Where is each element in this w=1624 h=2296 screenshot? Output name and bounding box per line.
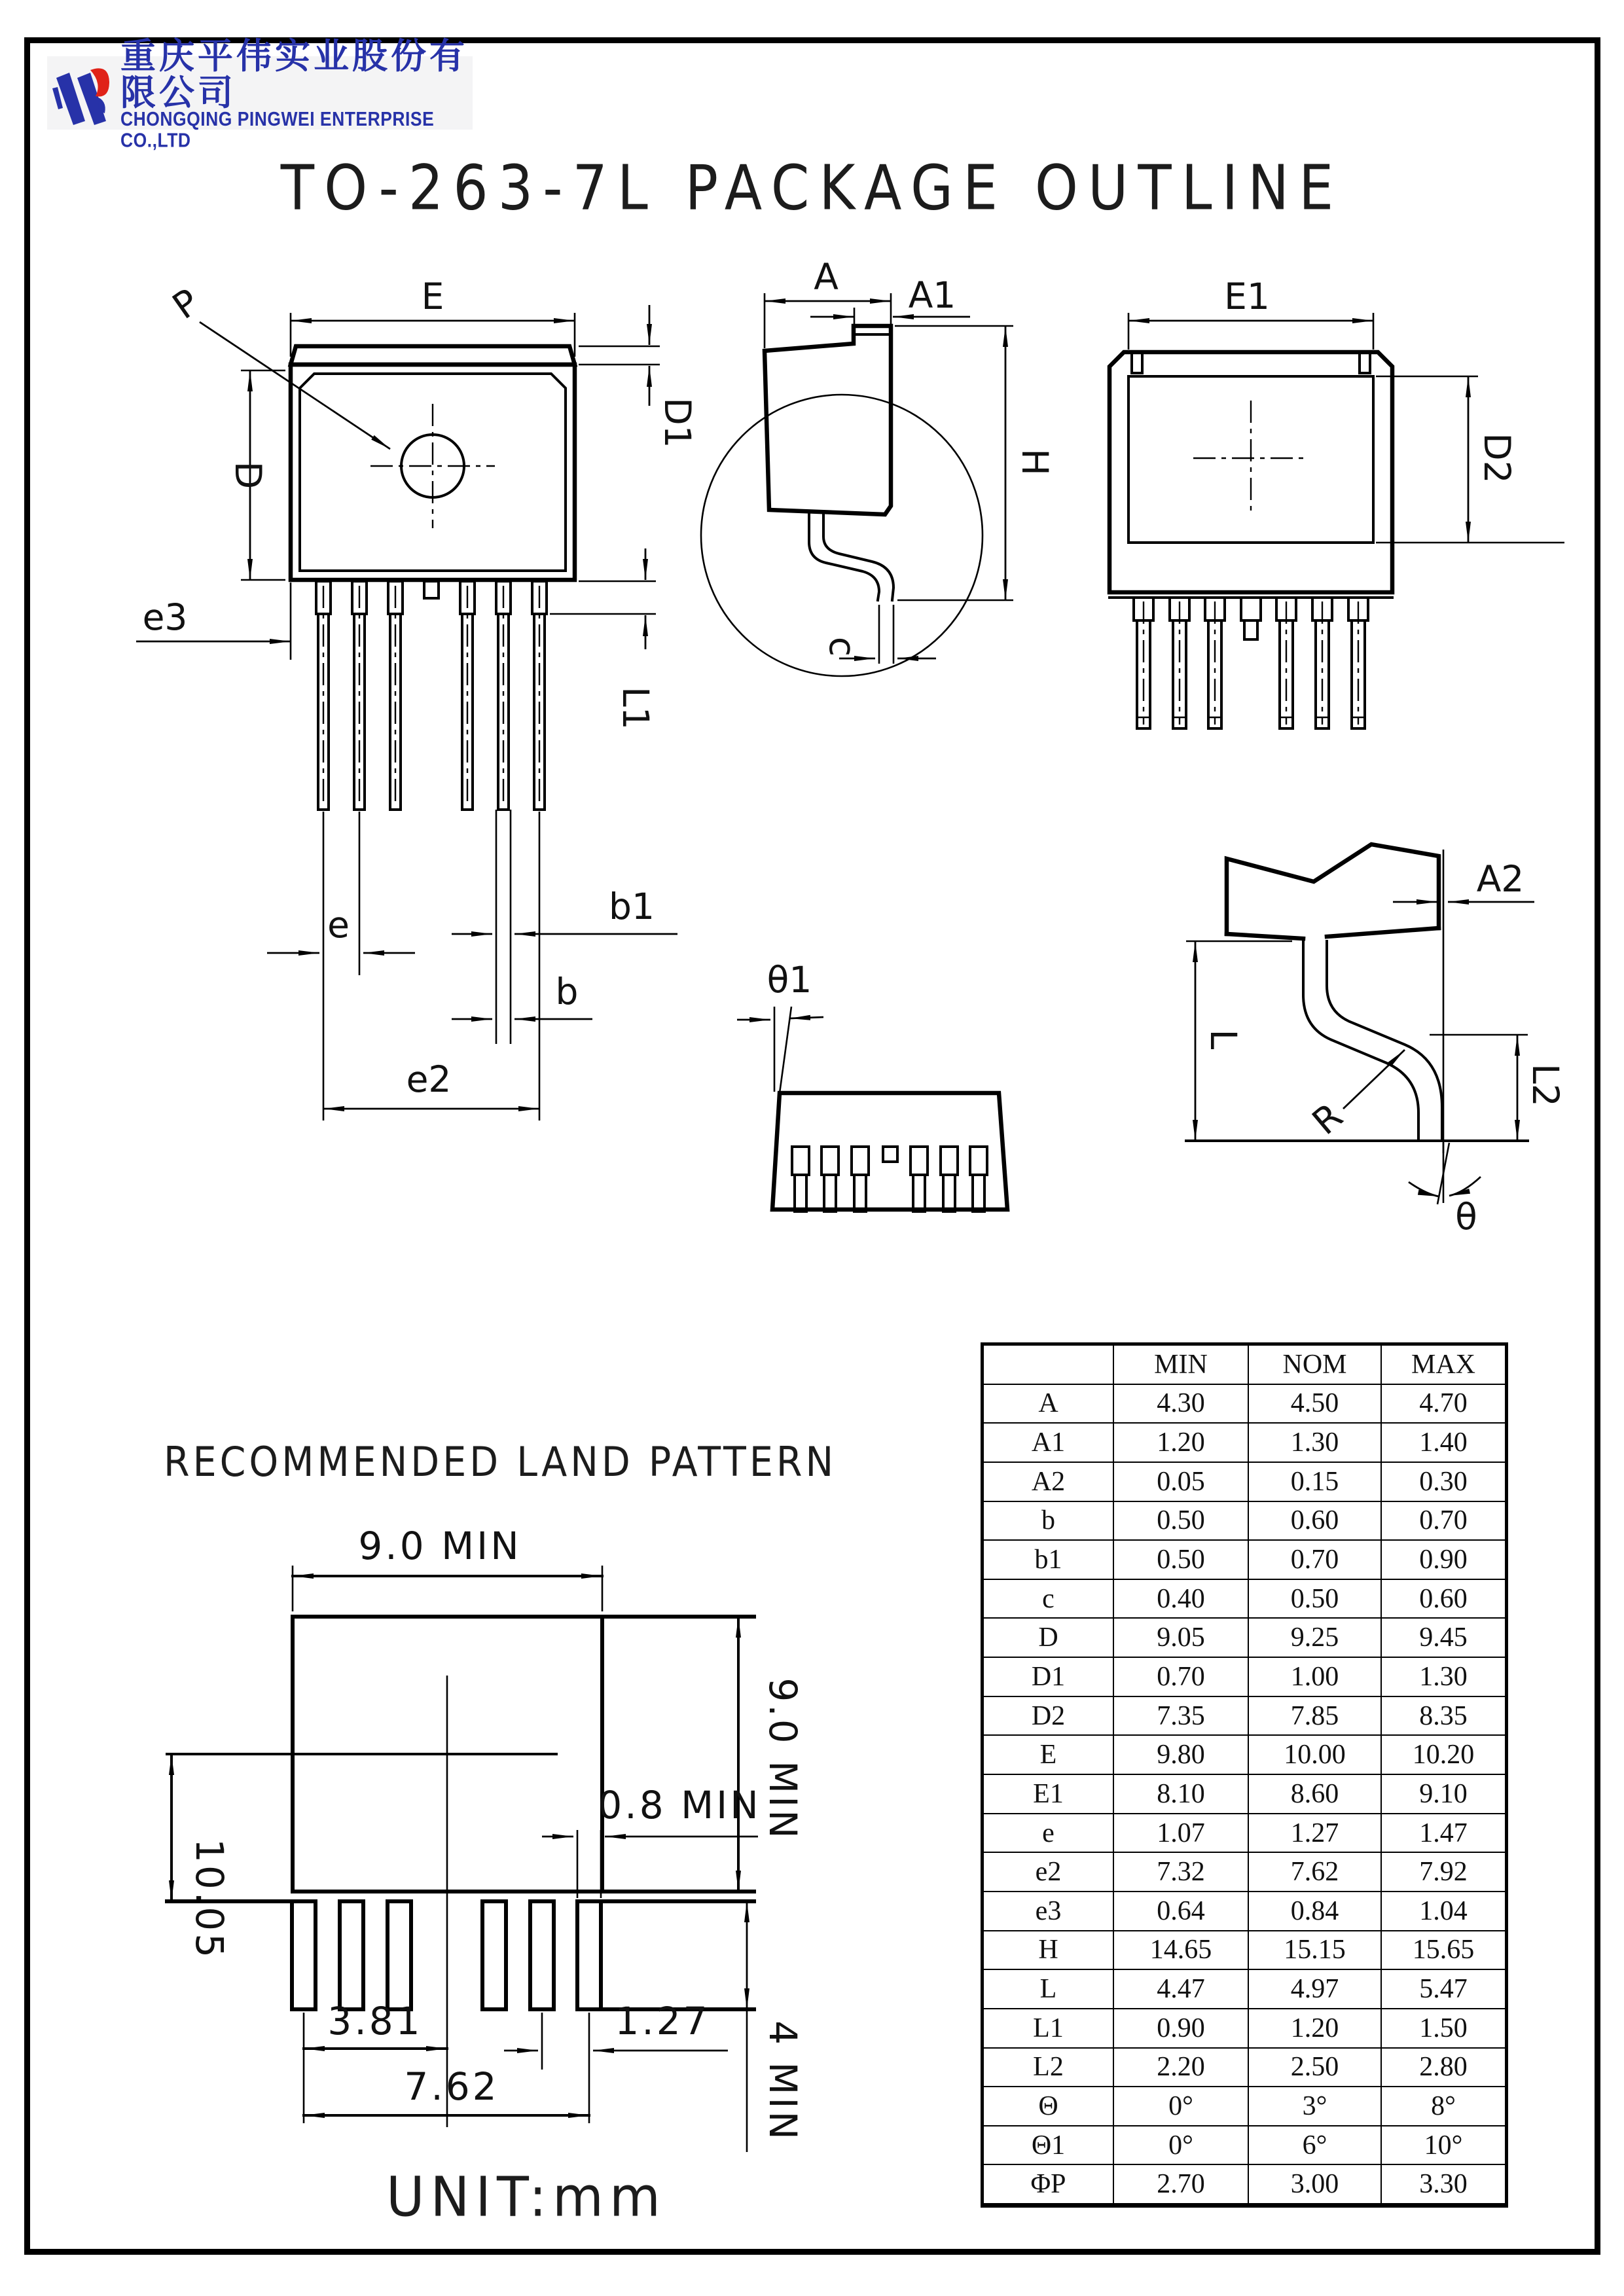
dim-label-A2: A2: [1476, 858, 1525, 900]
dim-label-e: e: [327, 904, 350, 946]
cell-param: A: [984, 1385, 1114, 1424]
dim-label-b: b: [555, 971, 579, 1013]
cell-param: D: [984, 1619, 1114, 1658]
cell-min: 4.47: [1114, 1970, 1249, 2009]
dim-label-L1: L1: [615, 687, 657, 730]
cell-nom: 15.15: [1249, 1931, 1382, 1971]
dim-label-D: D: [227, 461, 269, 490]
cell-max: 2.80: [1382, 2049, 1505, 2088]
dim-label-c: c: [821, 636, 863, 657]
detail-view: [1186, 844, 1566, 1238]
cell-min: 0°: [1114, 2087, 1249, 2126]
cell-param: Θ: [984, 2087, 1114, 2126]
cell-nom: 3°: [1249, 2087, 1382, 2126]
cell-max: 1.30: [1382, 1658, 1505, 1697]
dim-label-L: L: [1202, 1029, 1244, 1050]
cell-nom: 7.85: [1249, 1697, 1382, 1736]
cell-min: 0°: [1114, 2126, 1249, 2166]
table-row: [984, 2009, 1505, 2049]
table-row: [984, 1541, 1505, 1580]
cell-param: ΦP: [984, 2165, 1114, 2204]
cell-param: e2: [984, 1853, 1114, 1892]
dim-label-span: 7.62: [404, 2064, 499, 2109]
cell-nom: 2.50: [1249, 2049, 1382, 2088]
cell-max: 7.92: [1382, 1853, 1505, 1892]
dim-label-A: A: [814, 256, 839, 298]
unit-label: UNIT:mm: [386, 2165, 666, 2229]
table-row: [984, 1619, 1505, 1658]
cell-min: 0.50: [1114, 1502, 1249, 1541]
cell-min: 1.20: [1114, 1424, 1249, 1463]
cell-max: 3.30: [1382, 2165, 1505, 2204]
cell-min: 2.70: [1114, 2165, 1249, 2204]
table-row: [984, 1463, 1505, 1502]
table-row: [984, 1853, 1505, 1892]
table-row: [984, 1970, 1505, 2009]
dim-label-theta: θ: [1455, 1196, 1477, 1238]
dim-label-P: P: [165, 280, 207, 327]
cell-nom: 1.00: [1249, 1658, 1382, 1697]
cell-param: A2: [984, 1463, 1114, 1502]
dim-label-A1: A1: [908, 274, 956, 316]
cell-min: 0.64: [1114, 1892, 1249, 1931]
cell-nom: 0.70: [1249, 1541, 1382, 1580]
dim-label-pad-height: 4 MIN: [761, 2020, 805, 2142]
dim-label-center-offset: 3.81: [327, 1999, 423, 2043]
dim-label-E1: E1: [1224, 276, 1270, 317]
cell-max: 1.50: [1382, 2009, 1505, 2049]
table-row: [984, 2126, 1505, 2166]
cell-max: 8°: [1382, 2087, 1505, 2126]
cell-nom: 1.20: [1249, 2009, 1382, 2049]
header-nom: NOM: [1249, 1346, 1382, 1385]
dim-label-pitch: 1.27: [615, 1999, 710, 2043]
cell-nom: 1.27: [1249, 1814, 1382, 1854]
cell-max: 4.70: [1382, 1385, 1505, 1424]
table-row: [984, 1697, 1505, 1736]
table-row: [984, 1658, 1505, 1697]
cell-min: 0.70: [1114, 1658, 1249, 1697]
cell-param: c: [984, 1580, 1114, 1619]
table-row: [984, 1892, 1505, 1931]
cell-min: 9.80: [1114, 1736, 1249, 1775]
company-name-chinese: 重庆平伟实业股份有限公司: [120, 35, 468, 114]
dimension-table: [981, 1342, 1508, 2208]
back-view: [1110, 276, 1564, 728]
land-pattern-title: RECOMMENDED LAND PATTERN: [164, 1439, 837, 1486]
cell-nom: 4.97: [1249, 1970, 1382, 2009]
table-row: [984, 1424, 1505, 1463]
dim-label-pad-width: 0.8 MIN: [598, 1783, 761, 1827]
detail-zoom-circle: [701, 395, 983, 676]
cell-nom: 4.50: [1249, 1385, 1382, 1424]
cell-min: 7.32: [1114, 1853, 1249, 1892]
table-row: [984, 2165, 1505, 2204]
cell-max: 0.30: [1382, 1463, 1505, 1502]
cell-nom: 9.25: [1249, 1619, 1382, 1658]
dim-label-land-width: 9.0 MIN: [358, 1524, 522, 1568]
header-param: [984, 1346, 1114, 1385]
table-row: [984, 2087, 1505, 2126]
dim-label-e3: e3: [142, 596, 188, 638]
cell-nom: 0.60: [1249, 1502, 1382, 1541]
dim-label-R: R: [1304, 1094, 1350, 1143]
cell-nom: 1.30: [1249, 1424, 1382, 1463]
cell-param: D2: [984, 1697, 1114, 1736]
cell-param: A1: [984, 1424, 1114, 1463]
table-row: [984, 1814, 1505, 1854]
cell-nom: 0.15: [1249, 1463, 1382, 1502]
cell-param: e: [984, 1814, 1114, 1854]
cell-nom: 7.62: [1249, 1853, 1382, 1892]
cell-max: 0.70: [1382, 1502, 1505, 1541]
dim-label-theta1: θ1: [767, 959, 812, 1001]
cell-max: 1.04: [1382, 1892, 1505, 1931]
company-name-english: CHONGQING PINGWEI ENTERPRISE CO.,LTD: [120, 107, 435, 151]
dim-label-E: E: [421, 276, 444, 317]
cell-param: b1: [984, 1541, 1114, 1580]
header-min: MIN: [1114, 1346, 1249, 1385]
cell-nom: 10.00: [1249, 1736, 1382, 1775]
cell-param: H: [984, 1931, 1114, 1971]
dim-label-L2: L2: [1525, 1064, 1566, 1107]
cell-min: 7.35: [1114, 1697, 1249, 1736]
cell-nom: 0.84: [1249, 1892, 1382, 1931]
cell-param: L2: [984, 2049, 1114, 2088]
cell-param: L1: [984, 2009, 1114, 2049]
land-pattern: [167, 1524, 805, 2152]
table-header-row: [984, 1346, 1505, 1385]
side-view: [701, 256, 1056, 676]
cell-param: e3: [984, 1892, 1114, 1931]
cell-max: 1.47: [1382, 1814, 1505, 1854]
table-row: [984, 2049, 1505, 2088]
cell-min: 1.07: [1114, 1814, 1249, 1854]
dim-label-land-height: 9.0 MIN: [761, 1677, 805, 1841]
front-view: [136, 276, 698, 1121]
cell-nom: 8.60: [1249, 1775, 1382, 1814]
cell-min: 14.65: [1114, 1931, 1249, 1971]
cell-max: 9.10: [1382, 1775, 1505, 1814]
page-title: TO-263-7L PACKAGE OUTLINE: [280, 152, 1344, 224]
cell-max: 10.20: [1382, 1736, 1505, 1775]
cell-max: 9.45: [1382, 1619, 1505, 1658]
table-row: [984, 1502, 1505, 1541]
cell-param: D1: [984, 1658, 1114, 1697]
cell-min: 9.05: [1114, 1619, 1249, 1658]
cell-min: 0.40: [1114, 1580, 1249, 1619]
table-row: [984, 1931, 1505, 1971]
header-max: MAX: [1382, 1346, 1505, 1385]
bottom-view: [737, 959, 1007, 1211]
table-row: [984, 1385, 1505, 1424]
cell-min: 4.30: [1114, 1385, 1249, 1424]
cell-max: 10°: [1382, 2126, 1505, 2166]
cell-param: E: [984, 1736, 1114, 1775]
cell-max: 15.65: [1382, 1931, 1505, 1971]
cell-nom: 3.00: [1249, 2165, 1382, 2204]
dim-label-b1: b1: [609, 886, 655, 927]
dim-label-H: H: [1014, 448, 1056, 476]
cell-nom: 0.50: [1249, 1580, 1382, 1619]
dim-label-land-left: 10.05: [187, 1838, 232, 1961]
cell-param: E1: [984, 1775, 1114, 1814]
cell-max: 0.60: [1382, 1580, 1505, 1619]
cell-max: 1.40: [1382, 1424, 1505, 1463]
dim-label-e2: e2: [406, 1058, 452, 1100]
cell-nom: 6°: [1249, 2126, 1382, 2166]
table-row: [984, 1736, 1505, 1775]
cell-param: b: [984, 1502, 1114, 1541]
cell-min: 2.20: [1114, 2049, 1249, 2088]
cell-min: 0.90: [1114, 2009, 1249, 2049]
table-row: [984, 1775, 1505, 1814]
cell-min: 0.50: [1114, 1541, 1249, 1580]
cell-max: 8.35: [1382, 1697, 1505, 1736]
cell-min: 8.10: [1114, 1775, 1249, 1814]
dim-label-D2: D2: [1476, 433, 1518, 484]
table-row: [984, 1580, 1505, 1619]
cell-max: 0.90: [1382, 1541, 1505, 1580]
dim-label-D1: D1: [657, 397, 698, 448]
cell-min: 0.05: [1114, 1463, 1249, 1502]
cell-max: 5.47: [1382, 1970, 1505, 2009]
cell-param: L: [984, 1970, 1114, 2009]
cell-param: Θ1: [984, 2126, 1114, 2166]
